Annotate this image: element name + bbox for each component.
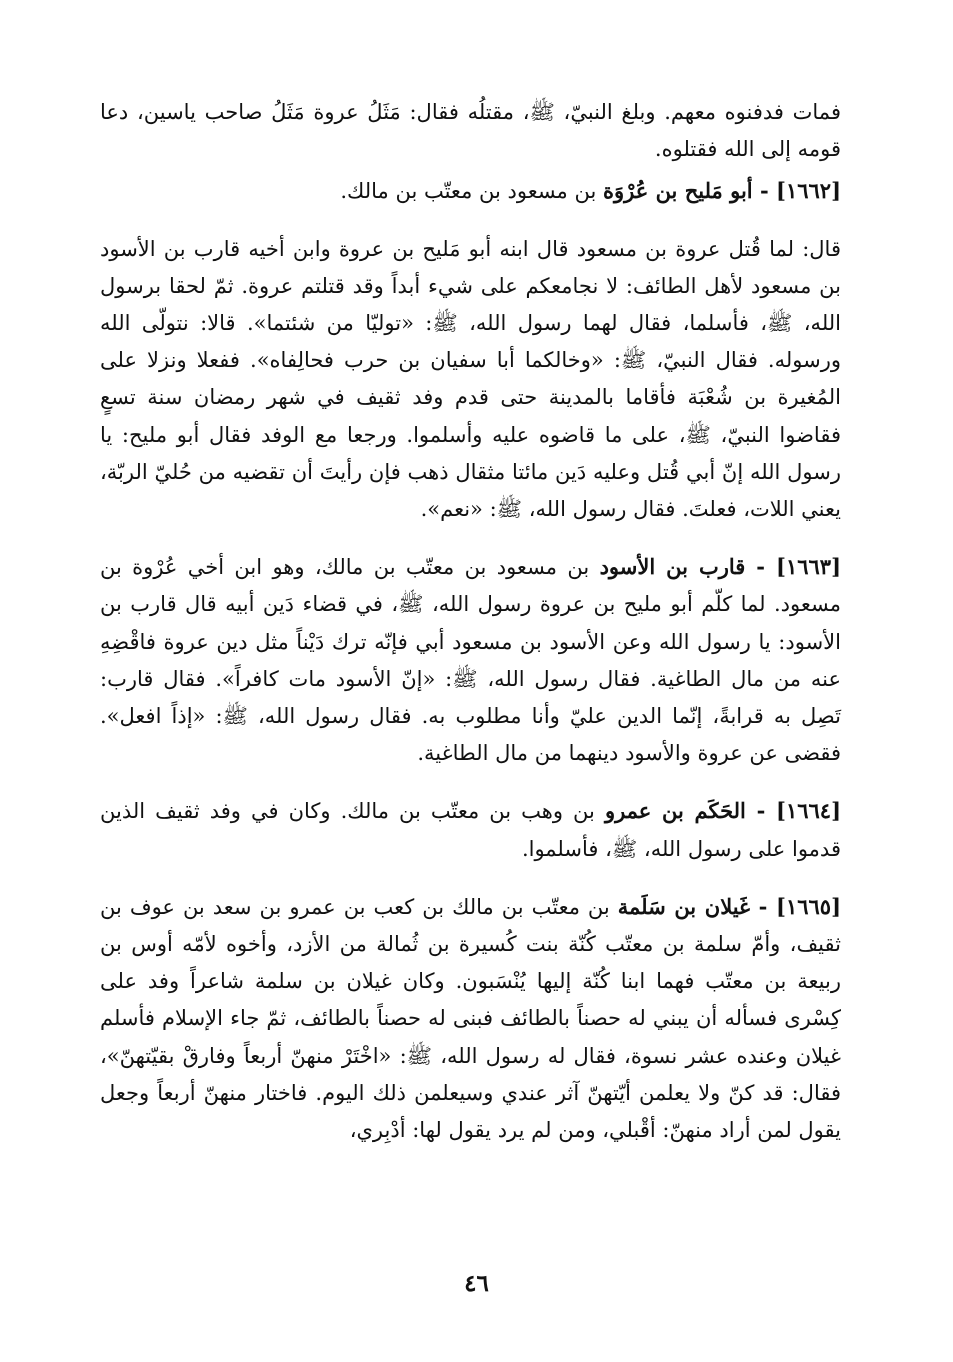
paragraph-text: فمات فدفنوه معهم. وبلغ النبيّ، ﷺ، مقتلُه فقال: مَثَلُ عروة مَثَلُ صاحب ياسين، دعا قومه إلى الله فقتلوه. [100, 100, 841, 162]
entry-name: أبو مَليح بن عُرْوَة [603, 178, 753, 204]
paragraph-continuation [100, 94, 841, 168]
entry-name: غَيلان بن سَلَمة [617, 893, 751, 919]
entry-1664 [100, 792, 841, 867]
paragraph-narrative [100, 231, 841, 529]
entry-1663 [100, 548, 841, 772]
body-text [100, 94, 841, 1149]
entry-text: بن مسعود بن معتّب بن مالك. [340, 179, 603, 204]
entry-text: بن وهب بن معتّب بن مالك. وكان في وفد ثقيف الذين قدموا على رسول الله، ﷺ، فأسلموا. [100, 799, 841, 861]
entry-number: [١٦٦٣] - [745, 554, 841, 580]
entry-number: [١٦٦٤] - [745, 798, 841, 824]
paragraph-text: قال: لما قُتل عروة بن مسعود قال ابنه أبو مَليح بن عروة وابن أخيه قارب بن الأسود بن مسعود لأهل الطائف: لا نجامعكم على شيء أبداً وقد قتلتم عروة. ثمّ لحقا برسول الله، ﷺ، فأسلما، فقال لهما رسول الله، ﷺ: «توليّا من شئتما». قالا: نتولّى الله ورسوله. فقال النبيّ، ﷺ: «وخالكما أبا سفيان بن حرب فحالِفاه». ففعلا ونزلا على المُغيرة بن شُعْبَة فأقاما بالمدينة حتى قدم وفد ثقيف في شهر رمضان سنة تسعٍ فقاضوا النبيّ، ﷺ، على ما قاضوه عليه وأسلموا. ورجعا مع الوفد فقال أبو مليح: يا رسول الله إنّ أبي قُتل وعليه دَين مائتا مثقال ذهب فإن رأيتَ أن تقضيه من حُليّ الربّة، يعني اللات، فعلتَ. فقال رسول الله، ﷺ: «نعم». [100, 236, 841, 522]
entry-1662 [100, 172, 841, 210]
entry-1665 [100, 888, 841, 1149]
entry-number: [١٦٦٢] - [752, 178, 841, 204]
entry-text: بن معتّب بن مالك بن كعب بن عمرو بن سعد بن عوف بن ثقيف، وأمّ سلمة بن معتّب كُنّة بنت كُسيرة بن ثُمالة من الأزد، وأخوه لأمّه أوس بن ربيعة بن معتّب فهما ابنا كُنّة إليها يُنْسَبون. وكان غيلان بن سلمة شاعراً وفد على كِسْرى فسأله أن يبني له حصناً بالطائف فبنى له حصناً بالطائف، ثمّ جاء الإسلام فأسلم غيلان وعنده عشر نسوة، فقال له رسول الله، ﷺ: «اخْتَرْ منهنّ أربعاً وفارقْ بقيّتهنّ»، فقال: قد كنّ ولا يعلمن أيّتهنّ آثر عندي وسيعلمن ذلك اليوم. فاختار منهنّ أربعاً وجعل يقول لمن أراد منهنّ: أقْبلي، ومن لم يرد يقول لها: أدْبِري، [100, 894, 842, 1143]
entry-name: قارب بن الأسود [599, 554, 746, 580]
page-number: ٤٦ [464, 1270, 489, 1297]
entry-number: [١٦٦٥] - [750, 893, 842, 919]
entry-text: بن مسعود بن معتّب بن مالك، وهو ابن أخي عُرْوة بن مسعود. لما كلّم أبو مليح بن عروة رسول الله، ﷺ، في قضاء دَين أبيه قال قارب بن الأسود: يا رسول الله وعن الأسود بن مسعود أبي فإنّه ترك دَيْناً مثل دين عروة فاقْضِهِ عنه من مال الطاغية. فقال رسول الله، ﷺ: «إنّ الأسود مات كافراً». فقال قارب: تَصِل به قرابةً، إنّما الدين عليّ وأنا مطلوب به. فقال رسول الله، ﷺ: «إذاً افعل». فقضى عن عروة والأسود دينهما من مال الطاغية. [100, 555, 841, 766]
entry-name: الحَكَم بن عمرو [604, 798, 746, 824]
